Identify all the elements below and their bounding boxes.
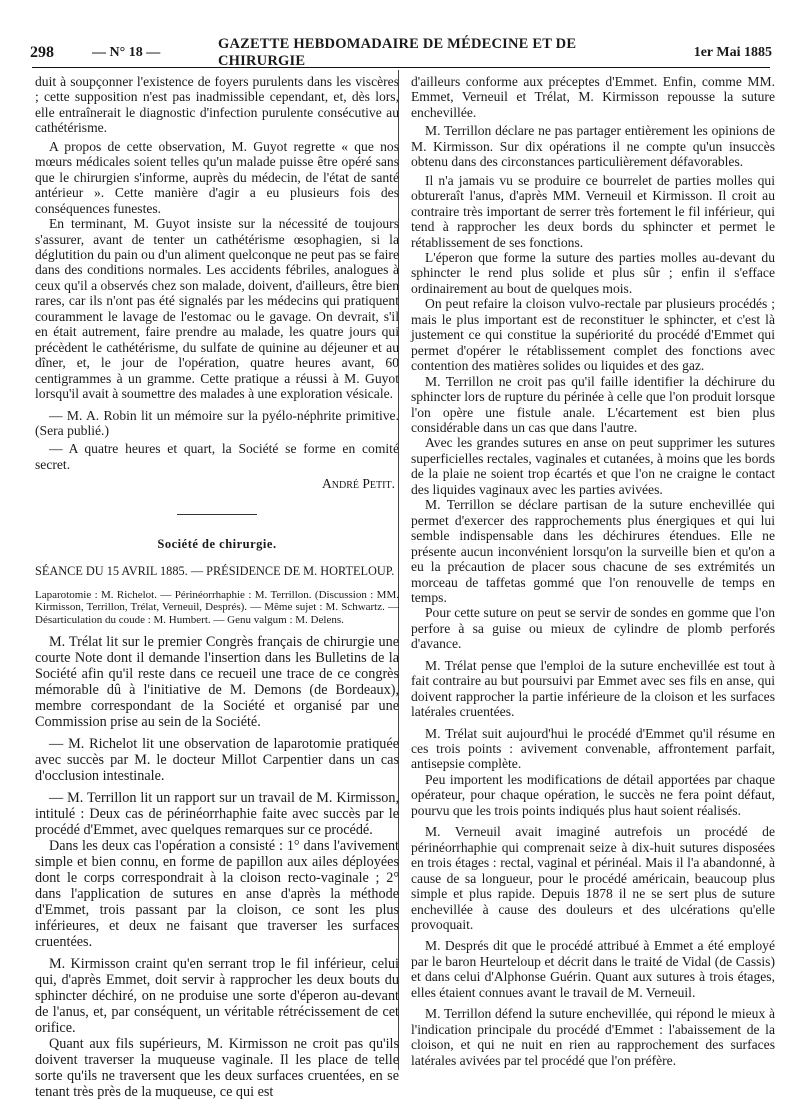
- page-number: 298: [30, 44, 54, 61]
- paragraph: — A quatre heures et quart, la Société se forme en comité secret.: [35, 441, 399, 472]
- issue-number: — N° 18 —: [92, 45, 161, 60]
- paragraph: Quant aux fils supérieurs, M. Kirmisson ne croit pas qu'ils doivent traverser la muqueuse vaginale. Il les place de telle sorte qu'ils ne traversent que les deux surfaces cruentées, en se tenant très près de la muqueuse, ce qui est: [35, 1036, 399, 1100]
- paragraph: Avec les grandes sutures en anse on peut supprimer les sutures superficielles rectales, vaginales et cutanées, à moins que les bords de la plaie ne soient trop écartés et que l'on ne craigne le contact des liquides vaginaux avec les parties avivées.: [411, 435, 775, 497]
- paragraph: M. Terrillon ne croit pas qu'il faille identifier la déchirure du sphincter lors de rupture du périnée à celle que l'on produit lorsque l'on opère une fistule anale. L'écartement est bien plus considérable dans un cas que dans l'autre.: [411, 373, 775, 435]
- paragraph: M. Verneuil avait imaginé autrefois un procédé de périnéorrhaphie qui comprenait seize à dix-huit sutures disposées en trois étages : rectal, vaginal et périnéal. Mais il l'a abandonné, à cause de sa longueur, pour le procédé américain, beaucoup plus simple et plus rapide. Depuis 1878 il ne se sert plus de suture enchevillée à cause des douleurs et des ulcérations qu'elle provoquait.: [411, 824, 775, 933]
- left-column: [35, 74, 399, 1100]
- issue-date: 1er Mai 1885: [693, 45, 772, 60]
- right-column: [411, 74, 775, 1068]
- paragraph: M. Trélat lit sur le premier Congrès français de chirurgie une courte Note dont il demande l'insertion dans les Bulletins de la Société afin qu'il reste dans ce recueil une trace de ce congrès mémorable dû à l'initiative de M. Demons (de Bordeaux), membre correspondant de la Société et organisé par une Commission prise au sein de la Société.: [35, 634, 399, 731]
- paragraph: Dans les deux cas l'opération a consisté : 1° dans l'avivement simple et bien connu, en forme de papillon aux ailes déployées dont le corps correspondrait à la cloison recto-vaginale ; 2° dans l'application de sutures en anse d'après la méthode d'Emmet, trois passant par la cloison, ce sont les plus inférieures, et deux ne faisant que traverser les surfaces cruentées.: [35, 838, 399, 951]
- session-summary: Laparotomie : M. Richelot. — Périnéorrhaphie : M. Terrillon. (Discussion : MM. Kirmisson, Terrillon, Trélat, Verneuil, Després). — Même sujet : M. Schwartz. — Désarticulation du coude : M. Humbert. — Genu valgum : M. Delens.: [35, 588, 399, 626]
- paragraph: duit à soupçonner l'existence de foyers purulents dans les viscères ; cette supposition n'est pas inadmissible cependant, et, dès lors, elle entraînerait le diagnostic d'infection purulente consécutive au cathétérisme.: [35, 74, 399, 136]
- paragraph: Pour cette suture on peut se servir de sondes en gomme que l'on perfore à sa guise ou mieux de cylindre de plomb perforés d'avance.: [411, 605, 775, 652]
- paragraph: M. Trélat suit aujourd'hui le procédé d'Emmet qu'il résume en ces trois points : avivement convenable, affrontement parfait, antisepsie complète.: [411, 725, 775, 772]
- journal-title: GAZETTE HEBDOMADAIRE DE MÉDECINE ET DE CHIRURGIE: [218, 36, 577, 69]
- paragraph: En terminant, M. Guyot insiste sur la nécessité de toujours s'assurer, avant de tenter un cathétérisme œsophagien, si la déglutition du pain ou d'un aliment quelconque ne peut pas se faire dans des conditions normales. Les accidents fébriles, analogues à ceux qu'il a observés chez son malade, doivent, d'ailleurs, être bien rares, car ils n'ont pas été signalés par les médecins qui pratiquent couramment le lavage de l'estomac ou le gavage. On devrait, s'il en était autrement, faire prendre au malade, les quatre jours qui précèdent le cathétérisme, du sulfate de quinine au déjeuner et au dîner, et, le jour de l'opération, quatre heures avant, 60 centigrammes à un gramme. Cette pratique a réussi à M. Guyot lorsqu'il avait à soumettre des malades à une exploration vésicale.: [35, 216, 399, 402]
- session-heading: SÉANCE DU 15 AVRIL 1885. — PRÉSIDENCE DE M. HORTELOUP.: [35, 564, 395, 579]
- paragraph: M. Kirmisson craint qu'en serrant trop le fil inférieur, celui qui, d'après Emmet, doit servir à rapprocher les deux bouts du sphincter déchiré, on ne produise une sorte d'éperon au-devant de l'anus, et, par conséquent, un véritable rétrécissement de cet orifice.: [35, 956, 399, 1037]
- paragraph: — M. A. Robin lit un mémoire sur la pyélo-néphrite primitive. (Sera publié.): [35, 407, 399, 438]
- paragraph: — M. Richelot lit une observation de laparotomie pratiquée avec succès par M. le docteur Millot Carpentier dans un cas d'occlusion intestinale.: [35, 736, 399, 785]
- paragraph: M. Terrillon déclare ne pas partager entièrement les opinions de M. Kirmisson. Sur dix opérations il ne compte qu'un insuccès obtenu dans des circonstances particulièrement défavorables.: [411, 123, 775, 170]
- paragraph: L'éperon que forme la suture des parties molles au-devant du sphincter le rend plus solide et plus sûr ; enfin il s'efface ordinairement au bout de quelques mois.: [411, 249, 775, 296]
- paragraph: Peu importent les modifications de détail apportées par chaque opérateur, pour chaque opération, le succès ne fera point défaut, pourvu que les trois points indiqués plus haut soient réalisés.: [411, 771, 775, 818]
- paragraph: M. Terrillon se déclare partisan de la suture enchevillée qui permet d'exercer des rapprochements plus énergiques et qui lui semble indispensable dans les déchirures étendues. Elle ne présente aucun inconvénient lorsqu'on la surveille bien et qu'on a eu la précaution de placer sous chacune de ses extrémités un morceau de taffetas gommé que l'on renouvelle de temps en temps.: [411, 497, 775, 605]
- running-header: [30, 36, 772, 69]
- paragraph: M. Després dit que le procédé attribué à Emmet a été employé par le baron Heurteloup et décrit dans le traité de Vidal (de Cassis) et dans celui d'Alphonse Guérin. Quant aux sutures à trois étages, elles étaient connues avant le travail de M. Verneuil.: [411, 938, 775, 1000]
- paragraph: Il n'a jamais vu se produire ce bourrelet de parties molles qui obtureraît l'anus, d'après MM. Verneuil et Kirmisson. Il croit au contraire très important de serrer très fortement le fil inférieur, qui tend à rapprocher les deux bords du sphincter et permet le rétablissement de ses fonctions.: [411, 172, 775, 250]
- paragraph: d'ailleurs conforme aux préceptes d'Emmet. Enfin, comme MM. Emmet, Verneuil et Trélat, M. Kirmisson repousse la suture enchevillée.: [411, 74, 775, 120]
- paragraph: A propos de cette observation, M. Guyot regrette « que nos mœurs médicales soient telles qu'un malade puisse être opéré sans que le chirurgien s'informe, auprès du médecin, de l'état de santé antérieur ». Cette manière d'agir a eu plusieurs fois des conséquences funestes.: [35, 138, 399, 216]
- section-title: Société de chirurgie.: [157, 536, 277, 551]
- paragraph: M. Trélat pense que l'emploi de la suture enchevillée est tout à fait contraire au but poursuivi par Emmet avec ses fils en anse, qui doivent rapprocher la partie inférieure de la cloison et les surfaces latérales cruentées.: [411, 657, 775, 720]
- paragraph: — M. Terrillon lit un rapport sur un travail de M. Kirmisson, intitulé : Deux cas de périnéorrhaphie faite avec succès par le procédé d'Emmet, avec quelques remarques sur ce procédé.: [35, 790, 399, 839]
- author-signature: André Petit.: [321, 476, 395, 492]
- header-rule: [32, 67, 770, 68]
- paragraph: M. Terrillon défend la suture enchevillée, qui répond le mieux à l'indication principale du procédé d'Emmet : l'abaissement de la cloison, et qui ne nuit en rien au rapprochement des surfaces latérales avivées par tel procédé que l'on préfère.: [411, 1006, 775, 1068]
- section-rule: [177, 514, 257, 515]
- paragraph: On peut refaire la cloison vulvo-rectale par plusieurs procédés ; mais le plus important est de reconstituer le sphincter, et c'est là justement ce qui constitue la supériorité du procédé d'Emmet qui permet d'opérer le rétablissement complet des fonctions avec contention des matières solides ou liquides et des gaz.: [411, 296, 775, 374]
